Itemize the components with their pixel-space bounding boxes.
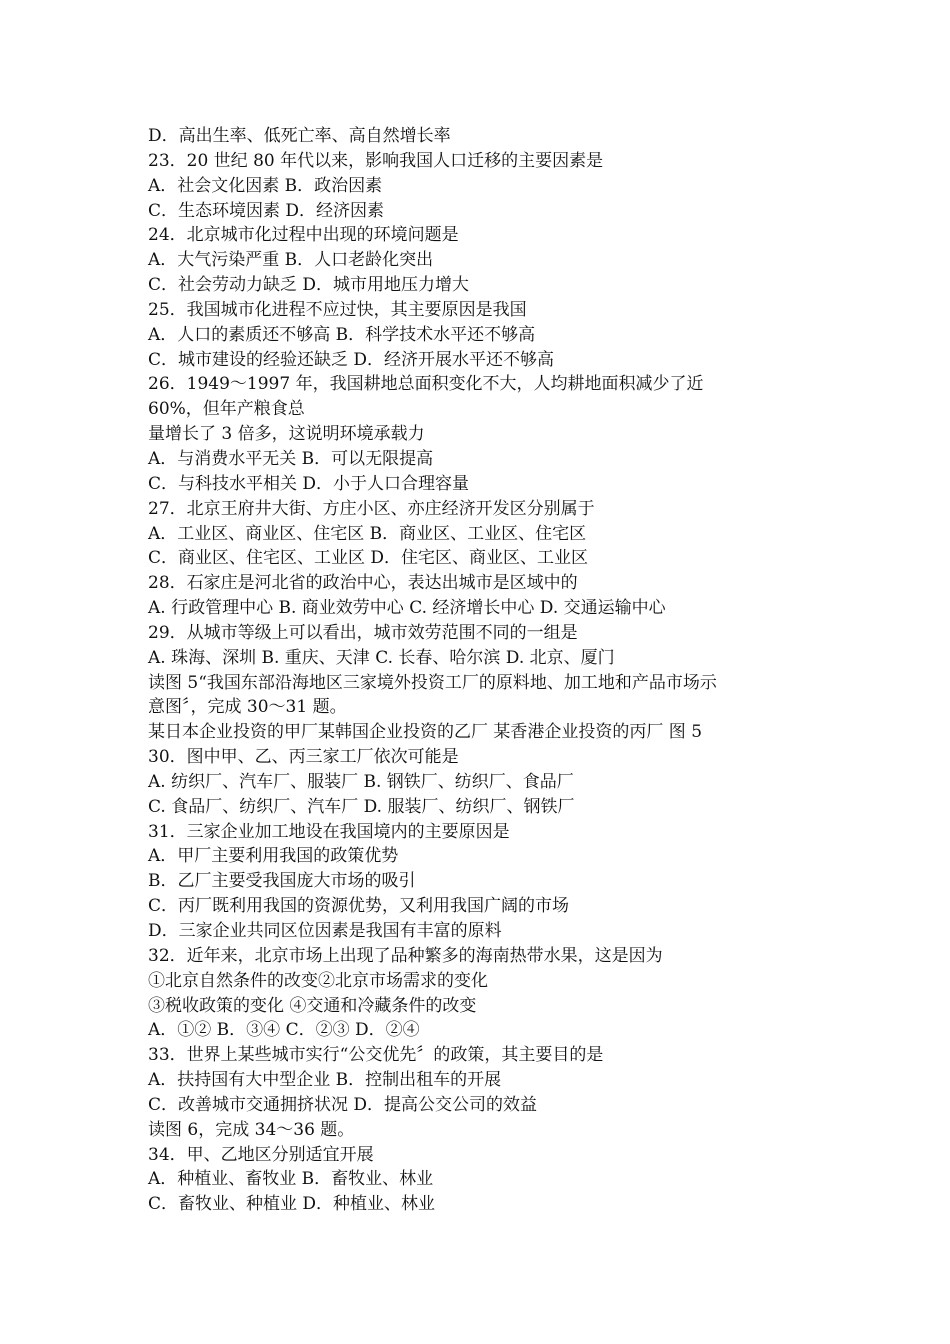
option-line: A．大气污染严重 B．人口老龄化突出 — [148, 250, 434, 271]
statement-line: ①北京自然条件的改变②北京市场需求的变化 — [148, 970, 488, 991]
option-line: A．社会文化因素 B．政治因素 — [148, 175, 383, 196]
option-line: C．丙厂既利用我国的资源优势，又利用我国广阔的市场 — [148, 896, 570, 917]
question-29: 29．从城市等级上可以看出，城市效劳范围不同的一组是 — [148, 622, 578, 643]
option-line: C．商业区、住宅区、工业区 D．住宅区、商业区、工业区 — [148, 548, 589, 569]
option-line: B．乙厂主要受我国庞大市场的吸引 — [148, 871, 416, 892]
question-32: 32．近年来，北京市场上出现了品种繁多的海南热带水果，这是因为 — [148, 945, 663, 966]
question-26-continued: 量增长了 3 倍多，这说明环境承载力 — [148, 424, 425, 445]
option-line: A. 纺织厂、汽车厂、服装厂 B. 钢铁厂、纺织厂、食品厂 — [148, 771, 574, 792]
question-26-continued: 60%，但年产粮食总 — [148, 399, 305, 420]
question-23: 23．20 世纪 80 年代以来，影响我国人口迁移的主要因素是 — [148, 150, 604, 171]
option-line: C．社会劳动力缺乏 D．城市用地压力增大 — [148, 275, 470, 296]
question-27: 27．北京王府井大街、方庄小区、亦庄经济开发区分别属于 — [148, 498, 595, 519]
option-line: C．畜牧业、种植业 D．种植业、林业 — [148, 1194, 436, 1215]
question-33: 33．世界上某些城市实行“公交优先〞的政策，其主要目的是 — [148, 1045, 604, 1066]
option-line: C. 食品厂、纺织厂、汽车厂 D. 服装厂、纺织厂、钢铁厂 — [148, 796, 575, 817]
option-line: C．改善城市交通拥挤状况 D．提高公交公司的效益 — [148, 1094, 538, 1115]
option-line: A．种植业、畜牧业 B．畜牧业、林业 — [148, 1169, 434, 1190]
option-line: A. 珠海、深圳 B. 重庆、天津 C. 长春、哈尔滨 D. 北京、厦门 — [148, 647, 615, 668]
option-line: A．工业区、商业区、住宅区 B．商业区、工业区、住宅区 — [148, 523, 587, 544]
question-31: 31．三家企业加工地设在我国境内的主要原因是 — [148, 821, 510, 842]
question-30: 30．图中甲、乙、丙三家工厂依次可能是 — [148, 747, 459, 768]
figure-6-instruction: 读图 6，完成 34～36 题。 — [148, 1119, 355, 1140]
option-line: C．城市建设的经验还缺乏 D．经济开展水平还不够高 — [148, 349, 555, 370]
figure-5-instruction-continued: 意图〞，完成 30～31 题。 — [148, 697, 347, 718]
question-26: 26．1949～1997 年，我国耕地总面积变化不大，人均耕地面积减少了近 — [148, 374, 704, 395]
option-line: C．与科技水平相关 D．小于人口合理容量 — [148, 473, 470, 494]
question-25: 25．我国城市化进程不应过快，其主要原因是我国 — [148, 299, 527, 320]
figure-5-caption: 某日本企业投资的甲厂某韩国企业投资的乙厂 某香港企业投资的丙厂 图 5 — [148, 722, 703, 743]
statement-line: ③税收政策的变化 ④交通和冷藏条件的改变 — [148, 995, 477, 1016]
option-line: C．生态环境因素 D．经济因素 — [148, 200, 385, 221]
option-line: A．甲厂主要利用我国的政策优势 — [148, 846, 399, 867]
figure-5-instruction: 读图 5“我国东部沿海地区三家境外投资工厂的原料地、加工地和产品市场示 — [148, 672, 717, 693]
option-line: A．人口的素质还不够高 B．科学技术水平还不够高 — [148, 324, 536, 345]
option-line: A. 行政管理中心 B. 商业效劳中心 C. 经济增长中心 D. 交通运输中心 — [148, 598, 666, 619]
option-line: A．与消费水平无关 B．可以无限提高 — [148, 448, 434, 469]
question-28: 28．石家庄是河北省的政治中心，表达出城市是区域中的 — [148, 573, 578, 594]
option-line: D．高出生率、低死亡率、高自然增长率 — [148, 126, 451, 146]
document-body — [148, 124, 808, 1217]
option-line: D．三家企业共同区位因素是我国有丰富的原料 — [148, 921, 502, 941]
option-line: A．①② B．③④ C．②③ D．②④ — [148, 1020, 420, 1041]
question-24: 24．北京城市化过程中出现的环境问题是 — [148, 225, 459, 246]
option-line: A．扶持国有大中型企业 B．控制出租车的开展 — [148, 1070, 502, 1091]
question-34: 34．甲、乙地区分别适宜开展 — [148, 1144, 374, 1165]
